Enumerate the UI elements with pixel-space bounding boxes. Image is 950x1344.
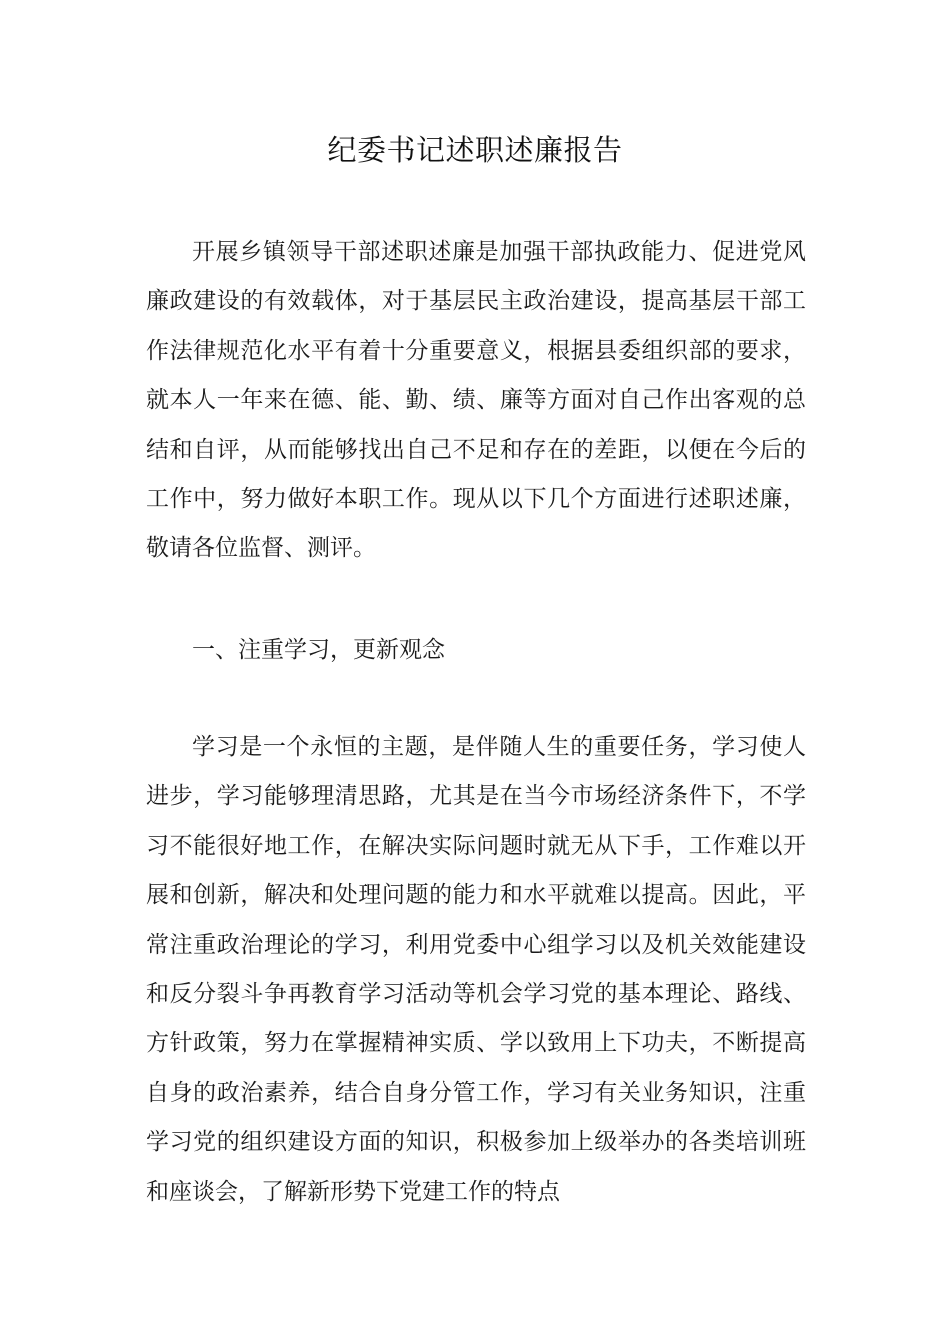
body-paragraph: 学习是一个永恒的主题，是伴随人生的重要任务，学习使人进步，学习能够理清思路，尤其是在当今市场经济条件下，不学习不能很好地工作，在解决实际问题时就无从下手，工作难以开展和创新，解决和处理问题的能力和水平就难以提高。因此，平常注重政治理论的学习，利用党委中心组学习以及机关效能建设和反分裂斗争再教育学习活动等机会学习党的基本理论、路线、方针政策，努力在掌握精神实质、学以致用上下功夫，不断提高自身的政治素养，结合自身分管工作，学习有关业务知识，注重学习党的组织建设方面的知识，积极参加上级举办的各类培训班和座谈会，了解新形势下党建工作的特点 bbox=[146, 734, 806, 1205]
document-title: 纪委书记述职述廉报告 bbox=[327, 133, 623, 167]
section-heading: 一、注重学习，更新观念 bbox=[192, 637, 445, 663]
intro-paragraph: 开展乡镇领导干部述职述廉是加强干部执政能力、促进党风廉政建设的有效载体，对于基层民主政治建设，提高基层干部工作法律规范化水平有着十分重要意义，根据县委组织部的要求，就本人一年来在德、能、勤、绩、廉等方面对自己作出客观的总结和自评，从而能够找出自己不足和存在的差距，以便在今后的工作中，努力做好本职工作。现从以下几个方面进行述职述廉，敬请各位监督、测评。 bbox=[146, 239, 806, 562]
